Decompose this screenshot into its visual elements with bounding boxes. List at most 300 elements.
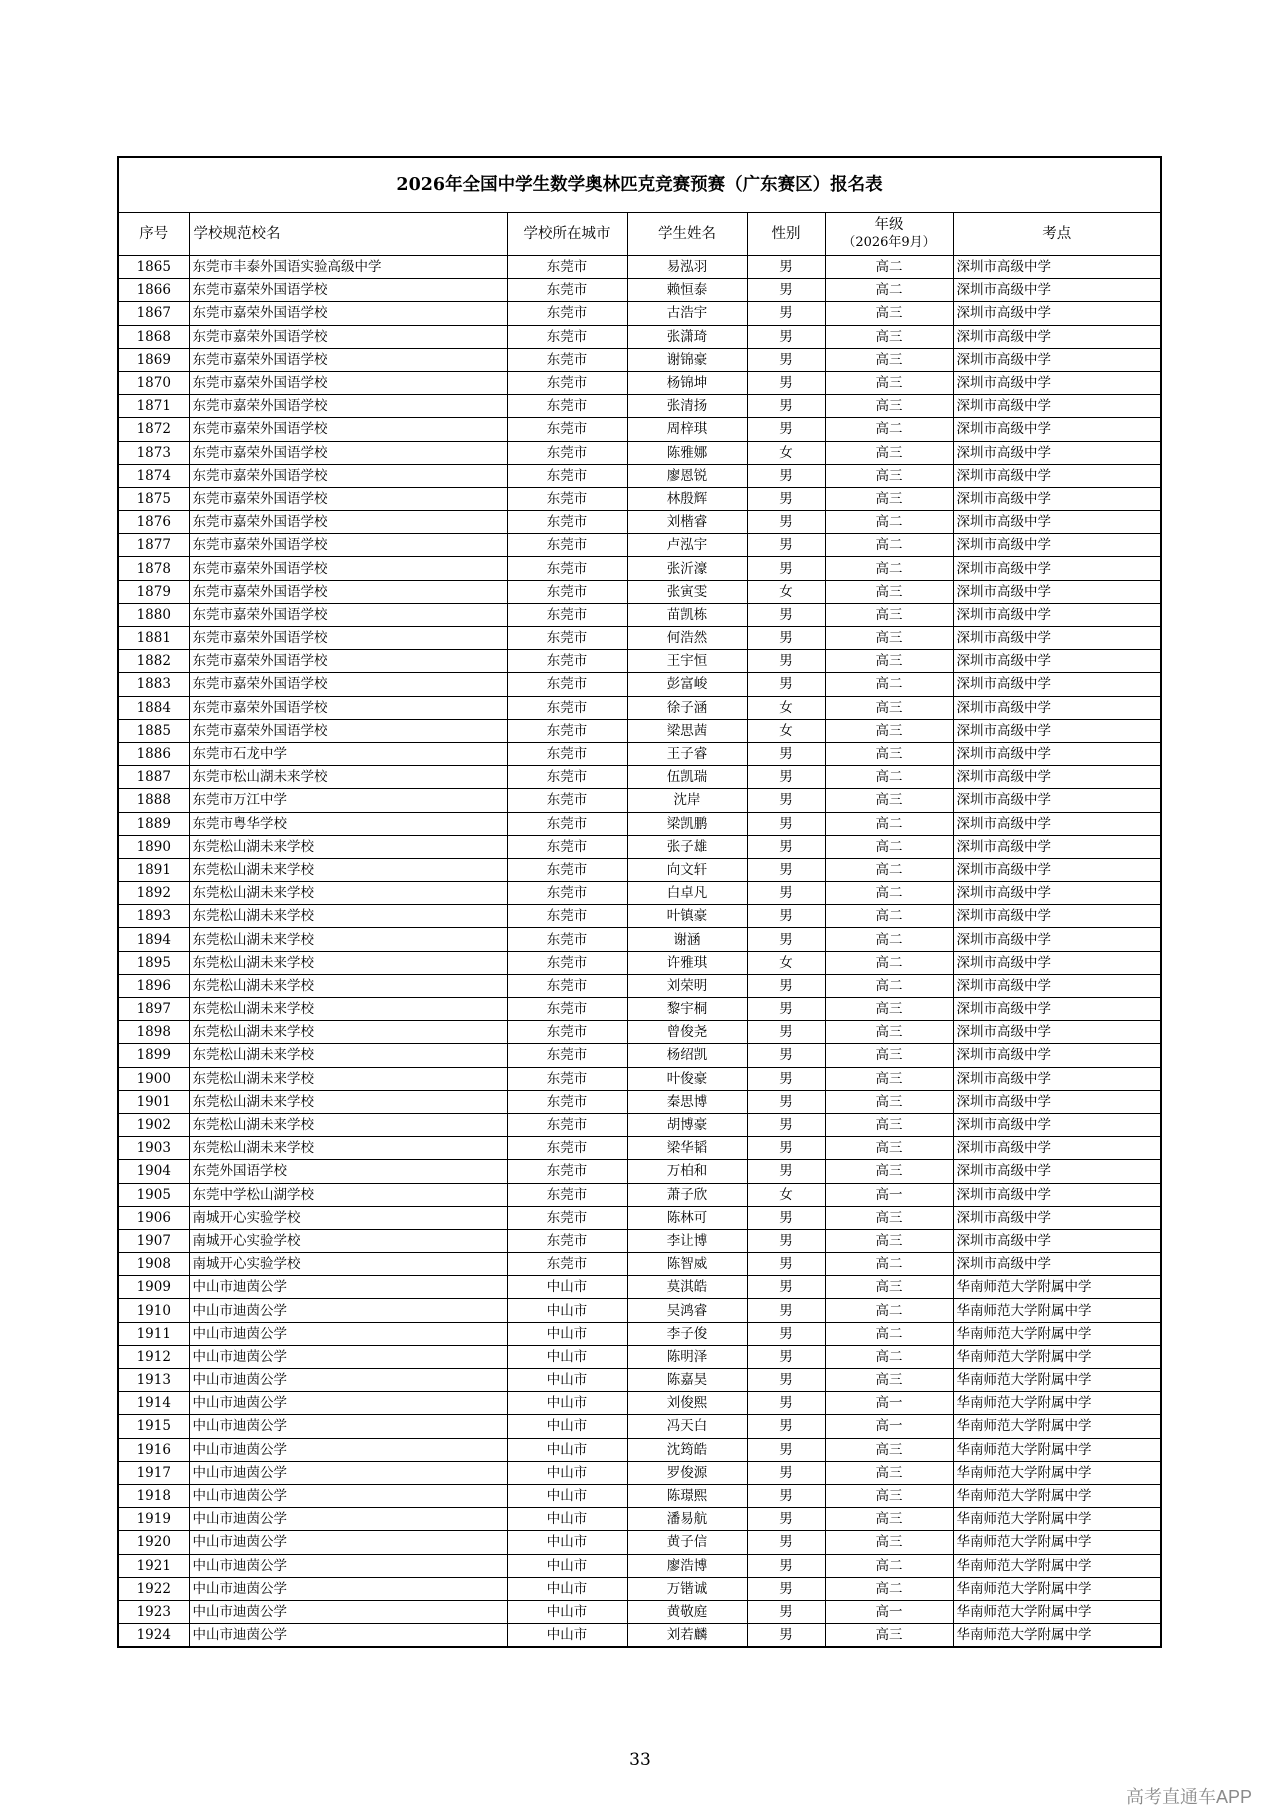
cell-city: 中山市	[507, 1369, 627, 1392]
cell-school: 中山市迪茵公学	[189, 1624, 507, 1647]
cell-city: 东莞市	[507, 371, 627, 394]
cell-index: 1890	[119, 835, 189, 858]
cell-index: 1865	[119, 256, 189, 279]
cell-school: 东莞市松山湖未来学校	[189, 766, 507, 789]
cell-gender: 男	[747, 325, 825, 348]
cell-city: 中山市	[507, 1508, 627, 1531]
cell-venue: 深圳市高级中学	[953, 928, 1160, 951]
cell-gender: 男	[747, 487, 825, 510]
cell-grade: 高三	[825, 1113, 953, 1136]
cell-venue: 深圳市高级中学	[953, 279, 1160, 302]
cell-student-name: 梁华韬	[627, 1137, 747, 1160]
cell-grade: 高二	[825, 882, 953, 905]
table-row	[119, 1531, 1160, 1554]
cell-student-name: 秦思博	[627, 1090, 747, 1113]
cell-grade: 高二	[825, 1253, 953, 1276]
table-row	[119, 1021, 1160, 1044]
cell-index: 1885	[119, 719, 189, 742]
cell-city: 东莞市	[507, 580, 627, 603]
cell-student-name: 王宇恒	[627, 650, 747, 673]
cell-gender: 男	[747, 511, 825, 534]
cell-student-name: 黄子信	[627, 1531, 747, 1554]
cell-school: 东莞松山湖未来学校	[189, 1113, 507, 1136]
cell-city: 中山市	[507, 1438, 627, 1461]
table-row	[119, 998, 1160, 1021]
cell-venue: 华南师范大学附属中学	[953, 1461, 1160, 1484]
cell-school: 中山市迪茵公学	[189, 1415, 507, 1438]
table-row	[119, 696, 1160, 719]
cell-city: 中山市	[507, 1276, 627, 1299]
table-row	[119, 1137, 1160, 1160]
cell-city: 中山市	[507, 1577, 627, 1600]
cell-index: 1899	[119, 1044, 189, 1067]
cell-venue: 深圳市高级中学	[953, 1229, 1160, 1252]
table-row	[119, 1044, 1160, 1067]
cell-school: 东莞外国语学校	[189, 1160, 507, 1183]
cell-city: 东莞市	[507, 1113, 627, 1136]
table-row	[119, 487, 1160, 510]
cell-student-name: 白卓凡	[627, 882, 747, 905]
table-row	[119, 371, 1160, 394]
cell-school: 东莞松山湖未来学校	[189, 1067, 507, 1090]
cell-venue: 深圳市高级中学	[953, 835, 1160, 858]
cell-grade: 高三	[825, 1369, 953, 1392]
cell-grade: 高二	[825, 974, 953, 997]
cell-gender: 男	[747, 789, 825, 812]
cell-grade: 高二	[825, 835, 953, 858]
cell-city: 东莞市	[507, 650, 627, 673]
cell-gender: 男	[747, 1531, 825, 1554]
cell-grade: 高一	[825, 1415, 953, 1438]
cell-grade: 高三	[825, 325, 953, 348]
cell-venue: 华南师范大学附属中学	[953, 1415, 1160, 1438]
cell-index: 1893	[119, 905, 189, 928]
cell-venue: 华南师范大学附属中学	[953, 1276, 1160, 1299]
cell-school: 中山市迪茵公学	[189, 1276, 507, 1299]
cell-student-name: 张清扬	[627, 395, 747, 418]
cell-student-name: 卢泓宇	[627, 534, 747, 557]
cell-city: 中山市	[507, 1322, 627, 1345]
cell-school: 东莞市嘉荣外国语学校	[189, 511, 507, 534]
cell-city: 东莞市	[507, 719, 627, 742]
cell-gender: 男	[747, 557, 825, 580]
header-school: 学校规范校名	[189, 213, 507, 256]
cell-index: 1878	[119, 557, 189, 580]
cell-venue: 深圳市高级中学	[953, 302, 1160, 325]
cell-gender: 男	[747, 998, 825, 1021]
table-row	[119, 1160, 1160, 1183]
cell-gender: 男	[747, 395, 825, 418]
cell-index: 1867	[119, 302, 189, 325]
cell-gender: 男	[747, 1253, 825, 1276]
cell-gender: 男	[747, 835, 825, 858]
cell-grade: 高二	[825, 418, 953, 441]
cell-gender: 男	[747, 1160, 825, 1183]
table-row	[119, 580, 1160, 603]
cell-venue: 深圳市高级中学	[953, 742, 1160, 765]
cell-city: 中山市	[507, 1600, 627, 1623]
table-row	[119, 812, 1160, 835]
table-body	[119, 256, 1160, 1647]
table-row	[119, 1461, 1160, 1484]
cell-index: 1872	[119, 418, 189, 441]
cell-student-name: 刘俊熙	[627, 1392, 747, 1415]
cell-venue: 深圳市高级中学	[953, 1206, 1160, 1229]
cell-school: 中山市迪茵公学	[189, 1461, 507, 1484]
cell-city: 中山市	[507, 1484, 627, 1507]
cell-grade: 高三	[825, 1090, 953, 1113]
cell-student-name: 李子俊	[627, 1322, 747, 1345]
table-row	[119, 603, 1160, 626]
cell-gender: 男	[747, 766, 825, 789]
cell-city: 东莞市	[507, 1206, 627, 1229]
cell-index: 1921	[119, 1554, 189, 1577]
cell-student-name: 古浩宇	[627, 302, 747, 325]
cell-index: 1880	[119, 603, 189, 626]
cell-index: 1920	[119, 1531, 189, 1554]
table-row	[119, 302, 1160, 325]
cell-gender: 女	[747, 719, 825, 742]
table-row	[119, 1438, 1160, 1461]
cell-gender: 男	[747, 928, 825, 951]
table-row	[119, 766, 1160, 789]
cell-school: 中山市迪茵公学	[189, 1345, 507, 1368]
table-row	[119, 1183, 1160, 1206]
cell-city: 中山市	[507, 1345, 627, 1368]
cell-index: 1894	[119, 928, 189, 951]
cell-grade: 高二	[825, 905, 953, 928]
table-row	[119, 1113, 1160, 1136]
cell-city: 中山市	[507, 1461, 627, 1484]
cell-school: 东莞市嘉荣外国语学校	[189, 603, 507, 626]
cell-index: 1911	[119, 1322, 189, 1345]
cell-grade: 高二	[825, 1345, 953, 1368]
cell-student-name: 李让博	[627, 1229, 747, 1252]
cell-city: 东莞市	[507, 905, 627, 928]
cell-city: 中山市	[507, 1299, 627, 1322]
cell-grade: 高三	[825, 1137, 953, 1160]
cell-grade: 高二	[825, 1554, 953, 1577]
cell-school: 东莞市嘉荣外国语学校	[189, 348, 507, 371]
cell-index: 1871	[119, 395, 189, 418]
cell-grade: 高三	[825, 1438, 953, 1461]
cell-school: 东莞市嘉荣外国语学校	[189, 441, 507, 464]
cell-city: 东莞市	[507, 1253, 627, 1276]
cell-school: 东莞市嘉荣外国语学校	[189, 418, 507, 441]
cell-venue: 深圳市高级中学	[953, 371, 1160, 394]
cell-school: 南城开心实验学校	[189, 1253, 507, 1276]
cell-grade: 高二	[825, 858, 953, 881]
cell-index: 1915	[119, 1415, 189, 1438]
cell-venue: 华南师范大学附属中学	[953, 1624, 1160, 1647]
cell-gender: 女	[747, 580, 825, 603]
cell-school: 中山市迪茵公学	[189, 1392, 507, 1415]
cell-venue: 深圳市高级中学	[953, 580, 1160, 603]
cell-venue: 华南师范大学附属中学	[953, 1531, 1160, 1554]
cell-student-name: 陈璟熙	[627, 1484, 747, 1507]
cell-venue: 深圳市高级中学	[953, 487, 1160, 510]
cell-city: 东莞市	[507, 1229, 627, 1252]
cell-venue: 深圳市高级中学	[953, 1113, 1160, 1136]
cell-index: 1909	[119, 1276, 189, 1299]
table-row	[119, 1624, 1160, 1647]
cell-school: 东莞市嘉荣外国语学校	[189, 371, 507, 394]
cell-school: 东莞市嘉荣外国语学校	[189, 464, 507, 487]
cell-venue: 深圳市高级中学	[953, 1067, 1160, 1090]
cell-student-name: 廖恩锐	[627, 464, 747, 487]
cell-city: 东莞市	[507, 951, 627, 974]
cell-student-name: 罗俊源	[627, 1461, 747, 1484]
cell-venue: 华南师范大学附属中学	[953, 1438, 1160, 1461]
cell-gender: 男	[747, 1554, 825, 1577]
cell-gender: 男	[747, 1276, 825, 1299]
cell-grade: 高二	[825, 256, 953, 279]
cell-student-name: 王子睿	[627, 742, 747, 765]
cell-city: 东莞市	[507, 464, 627, 487]
cell-grade: 高三	[825, 1531, 953, 1554]
cell-student-name: 莫淇皓	[627, 1276, 747, 1299]
table-row	[119, 1508, 1160, 1531]
cell-venue: 深圳市高级中学	[953, 1137, 1160, 1160]
cell-student-name: 林殷辉	[627, 487, 747, 510]
cell-index: 1912	[119, 1345, 189, 1368]
cell-venue: 深圳市高级中学	[953, 696, 1160, 719]
cell-city: 东莞市	[507, 511, 627, 534]
table-row	[119, 673, 1160, 696]
cell-venue: 深圳市高级中学	[953, 348, 1160, 371]
cell-city: 东莞市	[507, 395, 627, 418]
table-row	[119, 395, 1160, 418]
table-row	[119, 928, 1160, 951]
cell-student-name: 伍凯瑞	[627, 766, 747, 789]
cell-gender: 男	[747, 1624, 825, 1647]
cell-gender: 男	[747, 742, 825, 765]
table-row	[119, 858, 1160, 881]
cell-student-name: 张寅雯	[627, 580, 747, 603]
table-row	[119, 905, 1160, 928]
cell-venue: 深圳市高级中学	[953, 998, 1160, 1021]
cell-city: 东莞市	[507, 696, 627, 719]
cell-venue: 深圳市高级中学	[953, 1183, 1160, 1206]
table-row	[119, 1369, 1160, 1392]
header-grade-label: 年级	[874, 217, 904, 233]
cell-city: 东莞市	[507, 534, 627, 557]
cell-city: 东莞市	[507, 603, 627, 626]
cell-index: 1898	[119, 1021, 189, 1044]
table-row	[119, 1299, 1160, 1322]
cell-city: 东莞市	[507, 928, 627, 951]
cell-student-name: 赖恒泰	[627, 279, 747, 302]
cell-school: 东莞松山湖未来学校	[189, 858, 507, 881]
table-row	[119, 279, 1160, 302]
cell-student-name: 陈明泽	[627, 1345, 747, 1368]
cell-gender: 男	[747, 627, 825, 650]
table-row	[119, 1322, 1160, 1345]
cell-school: 中山市迪茵公学	[189, 1531, 507, 1554]
cell-venue: 深圳市高级中学	[953, 650, 1160, 673]
cell-gender: 男	[747, 1461, 825, 1484]
cell-student-name: 梁凯鹏	[627, 812, 747, 835]
header-city: 学校所在城市	[507, 213, 627, 256]
cell-student-name: 张潇琦	[627, 325, 747, 348]
cell-city: 东莞市	[507, 487, 627, 510]
cell-grade: 高一	[825, 1392, 953, 1415]
cell-grade: 高三	[825, 719, 953, 742]
table-row	[119, 1206, 1160, 1229]
cell-venue: 华南师范大学附属中学	[953, 1299, 1160, 1322]
cell-index: 1868	[119, 325, 189, 348]
cell-student-name: 刘若麟	[627, 1624, 747, 1647]
cell-city: 东莞市	[507, 766, 627, 789]
cell-index: 1874	[119, 464, 189, 487]
cell-student-name: 刘荣明	[627, 974, 747, 997]
cell-venue: 深圳市高级中学	[953, 325, 1160, 348]
header-index: 序号	[119, 213, 189, 256]
cell-gender: 男	[747, 534, 825, 557]
cell-city: 东莞市	[507, 348, 627, 371]
cell-school: 东莞市嘉荣外国语学校	[189, 627, 507, 650]
cell-school: 东莞市嘉荣外国语学校	[189, 580, 507, 603]
cell-school: 东莞松山湖未来学校	[189, 974, 507, 997]
cell-index: 1923	[119, 1600, 189, 1623]
cell-index: 1887	[119, 766, 189, 789]
cell-student-name: 陈雅娜	[627, 441, 747, 464]
cell-student-name: 向文轩	[627, 858, 747, 881]
table-row	[119, 1253, 1160, 1276]
table-row	[119, 348, 1160, 371]
cell-student-name: 万锴诚	[627, 1577, 747, 1600]
table-row	[119, 1554, 1160, 1577]
cell-gender: 男	[747, 464, 825, 487]
cell-student-name: 陈林可	[627, 1206, 747, 1229]
cell-student-name: 徐子涵	[627, 696, 747, 719]
table-row	[119, 1577, 1160, 1600]
cell-gender: 男	[747, 1044, 825, 1067]
cell-student-name: 叶镇豪	[627, 905, 747, 928]
cell-index: 1903	[119, 1137, 189, 1160]
cell-grade: 高三	[825, 696, 953, 719]
cell-grade: 高二	[825, 951, 953, 974]
cell-gender: 男	[747, 348, 825, 371]
cell-school: 东莞松山湖未来学校	[189, 1137, 507, 1160]
page-number: 33	[629, 1750, 651, 1770]
cell-venue: 深圳市高级中学	[953, 256, 1160, 279]
cell-venue: 华南师范大学附属中学	[953, 1369, 1160, 1392]
cell-venue: 深圳市高级中学	[953, 1021, 1160, 1044]
cell-city: 东莞市	[507, 1183, 627, 1206]
cell-gender: 女	[747, 441, 825, 464]
cell-venue: 深圳市高级中学	[953, 603, 1160, 626]
cell-index: 1875	[119, 487, 189, 510]
cell-city: 东莞市	[507, 1044, 627, 1067]
header-gender: 性别	[747, 213, 825, 256]
cell-grade: 高二	[825, 534, 953, 557]
cell-gender: 男	[747, 650, 825, 673]
cell-school: 中山市迪茵公学	[189, 1577, 507, 1600]
cell-city: 东莞市	[507, 673, 627, 696]
cell-gender: 男	[747, 882, 825, 905]
cell-venue: 深圳市高级中学	[953, 951, 1160, 974]
cell-grade: 高二	[825, 1322, 953, 1345]
cell-index: 1891	[119, 858, 189, 881]
cell-school: 中山市迪茵公学	[189, 1299, 507, 1322]
header-grade	[825, 213, 953, 256]
cell-venue: 深圳市高级中学	[953, 858, 1160, 881]
cell-school: 中山市迪茵公学	[189, 1508, 507, 1531]
cell-student-name: 曾俊尧	[627, 1021, 747, 1044]
cell-school: 东莞市嘉荣外国语学校	[189, 557, 507, 580]
cell-school: 东莞市嘉荣外国语学校	[189, 673, 507, 696]
cell-index: 1892	[119, 882, 189, 905]
cell-venue: 深圳市高级中学	[953, 1044, 1160, 1067]
table-row	[119, 951, 1160, 974]
cell-grade: 高三	[825, 1276, 953, 1299]
cell-index: 1919	[119, 1508, 189, 1531]
cell-grade: 高三	[825, 464, 953, 487]
cell-index: 1881	[119, 627, 189, 650]
cell-index: 1870	[119, 371, 189, 394]
registration-table-sheet	[117, 156, 1162, 1648]
header-grade-date: （2026年9月）	[842, 235, 936, 250]
cell-index: 1922	[119, 1577, 189, 1600]
cell-student-name: 沈岸	[627, 789, 747, 812]
cell-school: 东莞市嘉荣外国语学校	[189, 696, 507, 719]
cell-venue: 深圳市高级中学	[953, 534, 1160, 557]
cell-city: 中山市	[507, 1392, 627, 1415]
cell-grade: 高三	[825, 1206, 953, 1229]
cell-gender: 男	[747, 1090, 825, 1113]
cell-gender: 男	[747, 1600, 825, 1623]
cell-gender: 男	[747, 1021, 825, 1044]
cell-venue: 深圳市高级中学	[953, 418, 1160, 441]
cell-venue: 深圳市高级中学	[953, 905, 1160, 928]
cell-school: 东莞松山湖未来学校	[189, 951, 507, 974]
cell-index: 1866	[119, 279, 189, 302]
cell-gender: 男	[747, 302, 825, 325]
cell-school: 东莞市嘉荣外国语学校	[189, 534, 507, 557]
cell-school: 中山市迪茵公学	[189, 1484, 507, 1507]
cell-venue: 深圳市高级中学	[953, 464, 1160, 487]
cell-school: 东莞松山湖未来学校	[189, 905, 507, 928]
registration-table	[119, 213, 1160, 1646]
cell-city: 中山市	[507, 1624, 627, 1647]
cell-school: 东莞松山湖未来学校	[189, 882, 507, 905]
cell-grade: 高三	[825, 487, 953, 510]
cell-index: 1910	[119, 1299, 189, 1322]
cell-index: 1905	[119, 1183, 189, 1206]
cell-city: 东莞市	[507, 418, 627, 441]
cell-gender: 男	[747, 1229, 825, 1252]
cell-grade: 高二	[825, 279, 953, 302]
table-row	[119, 974, 1160, 997]
cell-city: 东莞市	[507, 858, 627, 881]
cell-gender: 男	[747, 1577, 825, 1600]
cell-venue: 深圳市高级中学	[953, 511, 1160, 534]
cell-student-name: 周梓琪	[627, 418, 747, 441]
cell-index: 1900	[119, 1067, 189, 1090]
cell-gender: 男	[747, 1369, 825, 1392]
cell-student-name: 张沂濠	[627, 557, 747, 580]
cell-venue: 深圳市高级中学	[953, 673, 1160, 696]
cell-grade: 高二	[825, 1299, 953, 1322]
table-row	[119, 511, 1160, 534]
cell-city: 东莞市	[507, 1137, 627, 1160]
cell-venue: 深圳市高级中学	[953, 766, 1160, 789]
cell-school: 东莞市嘉荣外国语学校	[189, 395, 507, 418]
cell-school: 东莞市嘉荣外国语学校	[189, 279, 507, 302]
cell-grade: 高三	[825, 998, 953, 1021]
cell-grade: 高三	[825, 1067, 953, 1090]
